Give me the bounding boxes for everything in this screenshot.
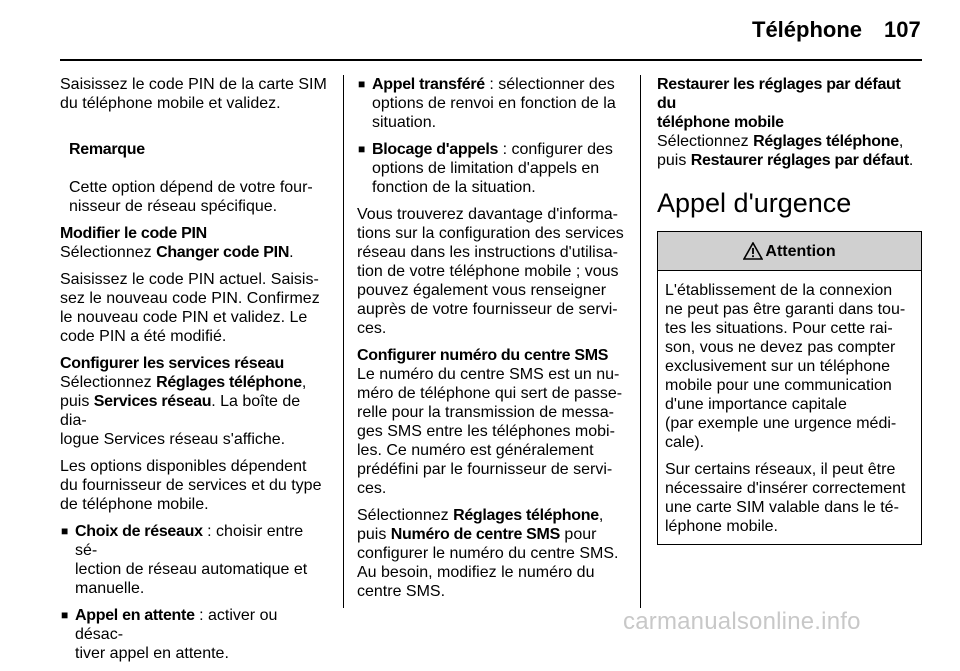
attention-header (658, 232, 921, 271)
pin-intro: Saisissez le code PIN de la carte SIM du téléphone mobile et validez. (60, 76, 327, 112)
sms-heading: Configurer numéro du centre SMS (357, 347, 609, 364)
attention-box (657, 231, 922, 545)
column-divider-2 (640, 75, 641, 608)
attention-text-2: Sur certains réseaux, il peut être nécessaire d'insérer correctement une carte SIM valable dans le té- léphone mobile. (665, 461, 906, 535)
sms-center-menu-item: Numéro de centre SMS (390, 526, 560, 543)
change-pin-heading: Modifier le code PIN (60, 225, 207, 242)
restore-select: Sélectionnez Réglages téléphone, puis Restaurer réglages par défaut. (657, 133, 914, 169)
change-pin-select: Sélectionnez Changer code PIN. (60, 244, 294, 261)
note-box (69, 121, 328, 216)
watermark: carmanualsonline.info (623, 608, 861, 635)
page-title: Téléphone (752, 17, 863, 42)
network-services-menu-item: Services réseau (93, 393, 212, 410)
page-header (0, 0, 960, 60)
attention-body (658, 271, 921, 544)
list-item: ■ Choix de réseaux : choisir entre sé- lection de réseau automatique et manuelle. (60, 522, 328, 598)
services-select: Sélectionnez Réglages téléphone, puis Services réseau. La boîte de dia- logue Services réseau s'affiche. (60, 374, 307, 448)
warning-triangle-icon (743, 242, 763, 260)
list-item: ■ Blocage d'appels : configurer des options de limitation d'appels en fonction de la situation. (357, 140, 624, 197)
note-text: Cette option dépend de votre four- nisseur de réseau spécifique. (69, 179, 313, 215)
sms-text: Le numéro du centre SMS est un nu- méro de téléphone qui sert de passe- relle pour la transmission de messa- ges SMS entre les téléphones mobi- les. Ce numéro est généralement prédéfini par le fournisseur de servi- ces. (357, 366, 623, 497)
column-1 (60, 75, 328, 671)
header-rule (60, 59, 922, 61)
phone-settings-menu-item: Réglages téléphone (453, 507, 599, 524)
change-pin-menu-item: Changer code PIN (156, 244, 290, 261)
phone-settings-menu-item: Réglages téléphone (753, 133, 899, 150)
attention-label: Attention (765, 242, 836, 260)
restore-heading: Restaurer les réglages par défaut du téléphone mobile (657, 76, 901, 131)
list-item: ■ Appel en attente : activer ou désac- tiver appel en attente. (60, 606, 328, 663)
services-heading: Configurer les services réseau (60, 355, 285, 372)
more-info-text: Vous trouverez davantage d'informa- tions sur la configuration des services réseau dans les instructions d'utilisa- tion de votre téléphone mobile ; vous pouvez également vous renseigner auprès de votre fournisseur de servi- ces. (357, 206, 624, 337)
column-3 (657, 75, 922, 545)
options-text: Les options disponibles dépendent du fournisseur de services et du type de téléphone mobile. (60, 458, 322, 513)
column-2 (357, 75, 624, 609)
note-label: Remarque (69, 141, 145, 158)
column-divider-1 (343, 75, 344, 608)
sms-select: Sélectionnez Réglages téléphone, puis Numéro de centre SMS pour configurer le numéro du centre SMS. Au besoin, modifiez le numéro du centre SMS. (357, 507, 619, 600)
page-number: 107 (884, 17, 921, 42)
col2-bullet-list (357, 75, 624, 197)
list-item: ■ Appel transféré : sélectionner des options de renvoi en fonction de la situation. (357, 75, 624, 132)
attention-text-1: L'établissement de la connexion ne peut pas être garanti dans tou- tes les situations. Pour cette rai- son, vous ne devez pas compter exclusivement sur un téléphone mobile pour une communication d'une importance capitale (par exemple une urgence médi- cale). (665, 282, 906, 451)
phone-settings-menu-item: Réglages téléphone (156, 374, 302, 391)
section-title: Appel d'urgence (657, 188, 852, 218)
restore-defaults-menu-item: Restaurer réglages par défaut (690, 152, 909, 169)
change-pin-text: Saisissez le code PIN actuel. Saisis- sez le nouveau code PIN. Confirmez le nouveau code PIN et validez. Le code PIN a été modifié. (60, 271, 320, 345)
